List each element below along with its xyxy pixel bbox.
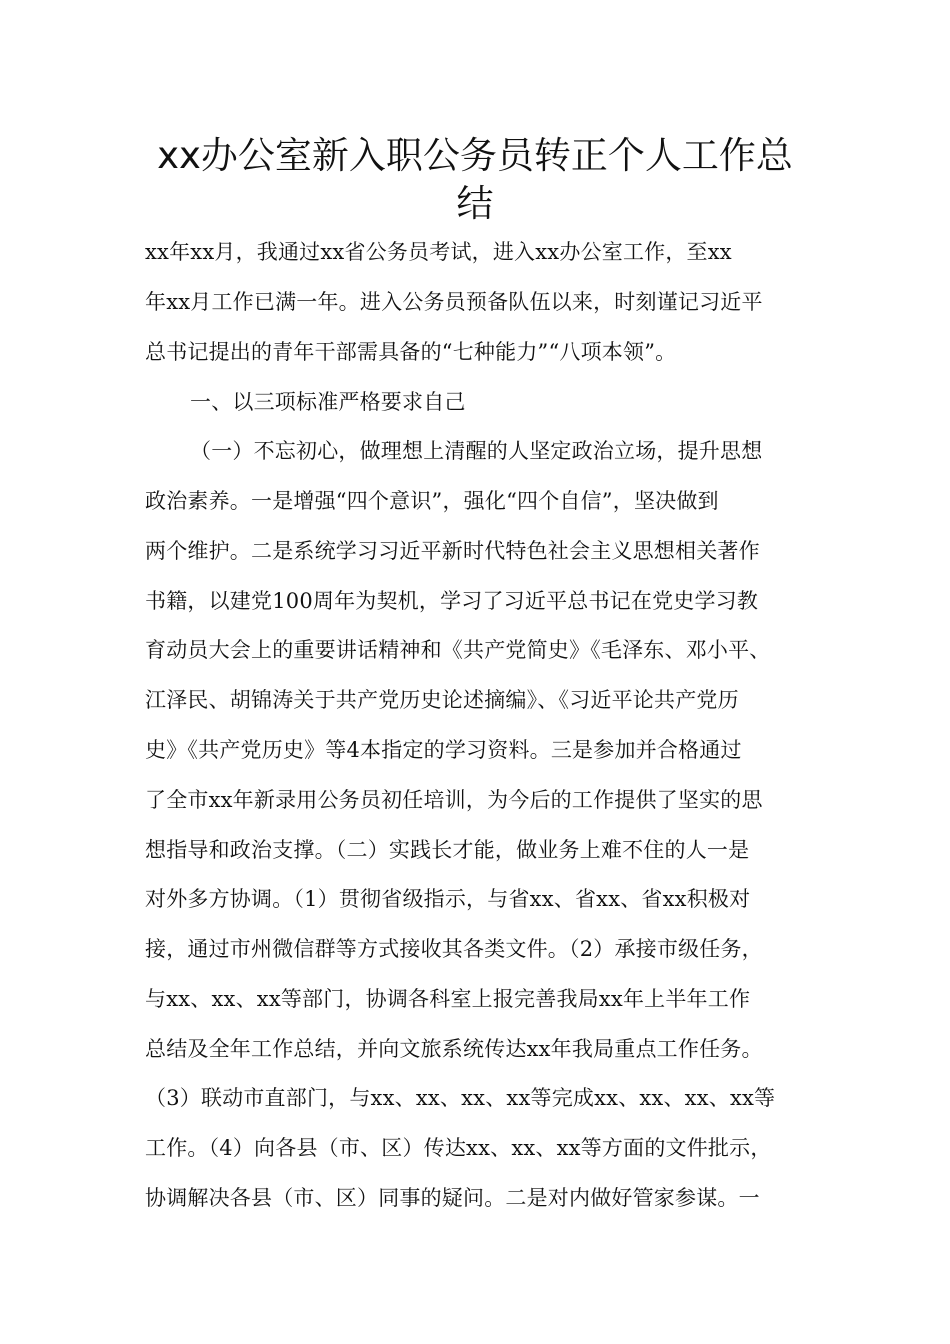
body-text-line: 江泽民、胡锦涛关于共产党历史论述摘编》、《习近平论共产党历 xyxy=(145,688,739,712)
document-title-line-1: xx办公室新入职公务员转正个人工作总 xyxy=(157,134,793,177)
body-text-line: 对外多方协调。（1）贯彻省级指示，与省xx、省xx、省xx积极对 xyxy=(145,887,751,911)
body-text-line: 两个维护。二是系统学习习近平新时代特色社会主义思想相关著作 xyxy=(145,539,760,563)
body-text-line: 工作。（4）向各县（市、区）传达xx、xx、xx等方面的文件批示， xyxy=(145,1136,772,1160)
body-text-line: 与xx、xx、xx等部门，协调各科室上报完善我局xx年上半年工作 xyxy=(145,987,751,1011)
body-text-line: （一）不忘初心，做理想上清醒的人坚定政治立场，提升思想 xyxy=(190,439,763,463)
body-text-line: xx年xx月，我通过xx省公务员考试，进入xx办公室工作，至xx xyxy=(145,240,732,264)
section-heading: 一、以三项标准严格要求自己 xyxy=(190,390,466,414)
body-text-line: 协调解决各县（市、区）同事的疑问。二是对内做好管家参谋。一 xyxy=(145,1186,760,1210)
body-text-line: 总书记提出的青年干部需具备的“七种能力”“八项本领”。 xyxy=(145,340,677,364)
document-title-line-2: 结 xyxy=(456,182,494,225)
body-text-line: 了全市xx年新录用公务员初任培训，为今后的工作提供了坚实的思 xyxy=(145,788,763,812)
body-text-line: 年xx月工作已满一年。进入公务员预备队伍以来，时刻谨记习近平 xyxy=(145,290,763,314)
body-text-line: 书籍，以建党100周年为契机，学习了习近平总书记在党史学习教 xyxy=(145,589,759,613)
body-text-line: 育动员大会上的重要讲话精神和《共产党简史》《毛泽东、邓小平、 xyxy=(145,638,771,662)
body-text-line: 总结及全年工作总结，并向文旅系统传达xx年我局重点工作任务。 xyxy=(145,1037,763,1061)
body-text-line: 政治素养。一是增强“四个意识”，强化“四个自信”，坚决做到 xyxy=(145,489,719,513)
body-text-line: 接，通过市州微信群等方式接收其各类文件。（2）承接市级任务， xyxy=(145,937,763,961)
body-text-line: 史》《共产党历史》等4本指定的学习资料。三是参加并合格通过 xyxy=(145,738,742,762)
body-text-line: （3）联动市直部门，与xx、xx、xx、xx等完成xx、xx、xx、xx等 xyxy=(145,1086,776,1110)
body-text-line: 想指导和政治支撑。（二）实践长才能，做业务上难不住的人一是 xyxy=(145,838,750,862)
